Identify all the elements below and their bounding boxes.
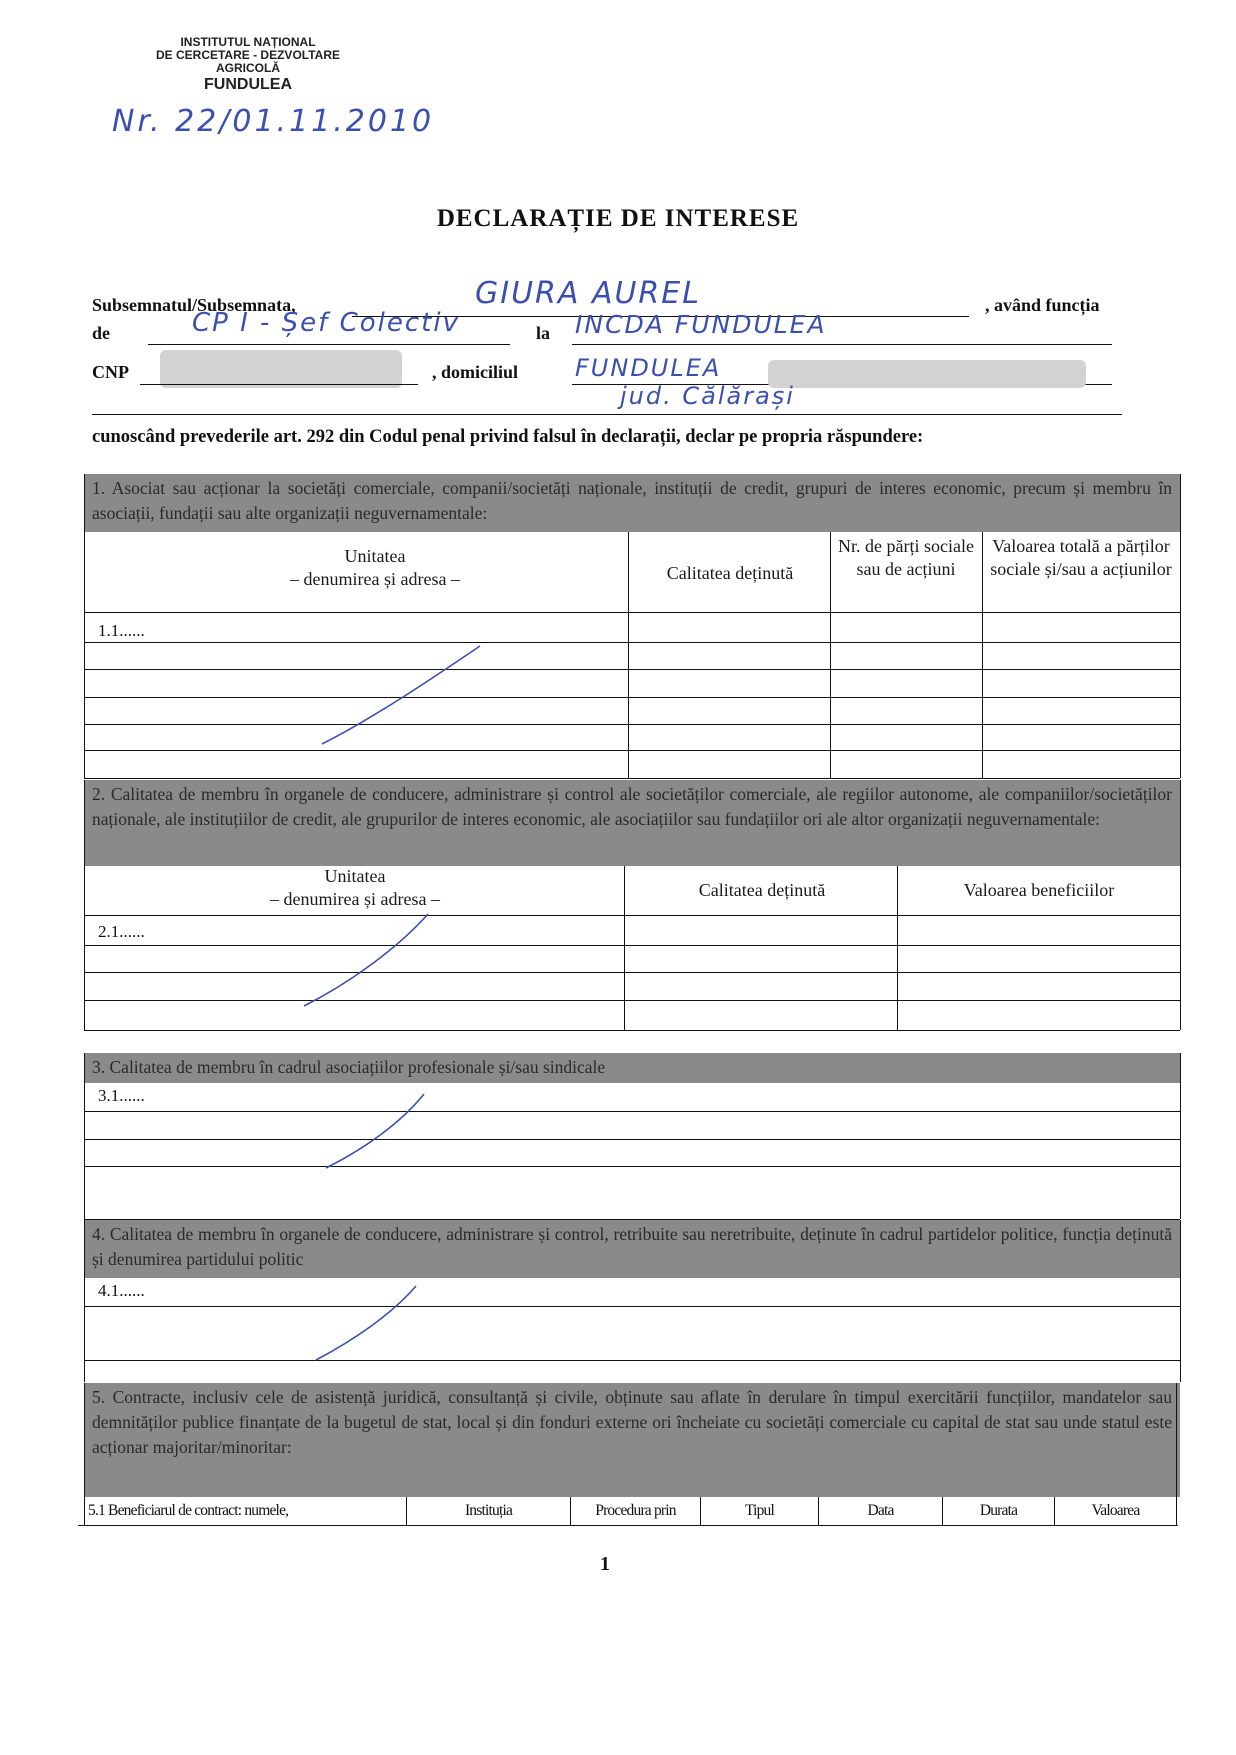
address-value: FUNDULEA [575, 354, 722, 382]
la-label: la [536, 323, 551, 343]
s1-row-line-7 [84, 778, 1180, 779]
s1-row-line-4 [84, 697, 1180, 698]
s1-row-line-6 [84, 750, 1180, 751]
intro-text: cunoscând prevederile art. 292 din Codul penal privind falsul în declarații, declar pe propria răspundere: [92, 427, 924, 447]
s1-row-line-2 [84, 642, 1180, 643]
s2-col-divider-2 [897, 866, 898, 1030]
s2-row-line-2 [84, 945, 1180, 946]
section-4-header: 4. Calitatea de membru în organele de conducere, administrare și control, retribuite sau neretribuite, deținute în cadrul partidelor politice, funcția deținută și denumirea partidului politic [84, 1220, 1180, 1278]
s4-row-line-2 [84, 1360, 1180, 1361]
s1-row-line-5 [84, 724, 1180, 725]
section-3-header: 3. Calitatea de membru în cadrul asociațiilor profesionale și/sau sindicale [84, 1053, 1180, 1083]
s3-row-line-3 [84, 1166, 1180, 1167]
s5-col-institutia: Instituția [406, 1497, 570, 1525]
stamp-line-2: DE CERCETARE - DEZVOLTARE [155, 48, 340, 62]
s1-col-unitatea: Unitatea – denumirea și adresa – [290, 546, 460, 589]
section-5-header: 5. Contracte, inclusiv cele de asistență juridică, consultanță și civile, obținute sau aflate în derulare în timpul exercitării funcțiilor, mandatelor sau demnităților publice finanțate de la bugetul de stat, local și din fonduri externe ori încheiate cu societăți comerciale cu capital de stat sau unde statul este acționar majoritar/minoritar: [84, 1383, 1180, 1497]
s2-row-label: 2.1...... [98, 922, 145, 941]
s5-border-right [1176, 1383, 1177, 1525]
s5-col-procedura: Procedura prin [570, 1497, 700, 1525]
s1-border-right [1180, 474, 1181, 778]
s5-row-line [78, 1525, 1178, 1526]
address-county: jud. Călărași [620, 382, 795, 410]
cnp-line [140, 384, 418, 385]
s4-border-right [1180, 1220, 1181, 1382]
institution-line [572, 344, 1112, 345]
s1-col-valoarea: Valoarea totală a părților sociale și/sau a acțiunilor [990, 536, 1172, 579]
institution-value: INCDA FUNDULEA [575, 310, 827, 339]
s3-row-line-2 [84, 1139, 1180, 1140]
s3-blank-slash [318, 1088, 438, 1172]
function-line [148, 344, 510, 345]
subsemnatul-label: Subsemnatul/Subsemnata, [92, 295, 296, 315]
s1-row-label: 1.1...... [98, 621, 145, 640]
page-number: 1 [600, 1553, 610, 1575]
s5-col-valoarea: Valoarea [1054, 1497, 1176, 1525]
section-2-header: 2. Calitatea de membru în organele de conducere, administrare și control ale societăților comerciale, ale regiilor autonome, ale companiilor/societăților naționale, ale instituțiilor de credit, ale grupurilor de interes economic, ale asociațiilor sau fundațiilor ori ale altor organizații neguvernamentale: [84, 780, 1180, 866]
s1-border-left [84, 474, 85, 778]
s3-row-label: 3.1...... [98, 1086, 145, 1105]
s5-col-tipul: Tipul [700, 1497, 818, 1525]
s1-col-divider-1 [628, 532, 629, 778]
page-title: DECLARAȚIE DE INTERESE [436, 205, 800, 232]
s1-col-nr-parti: Nr. de părți sociale sau de acțiuni [838, 536, 974, 579]
s2-row-line-3 [84, 972, 1180, 973]
s2-row-line-1 [84, 915, 1180, 916]
stamp-line-1: INSTITUTUL NAȚIONAL [180, 35, 316, 49]
s3-border-left [84, 1053, 85, 1219]
s2-col-calitatea: Calitatea deținută [698, 880, 826, 900]
s5-col-beneficiar: 5.1 Beneficiarul de contract: numele, [88, 1502, 289, 1519]
s2-border-left [84, 780, 85, 1030]
address-continuation-line [92, 414, 1122, 415]
s2-row-line-5 [84, 1030, 1180, 1031]
s1-col-divider-3 [982, 532, 983, 778]
stamp-line-3: AGRICOLĂ [216, 61, 280, 75]
s1-col-divider-2 [830, 532, 831, 778]
s2-col-unitatea: Unitatea – denumirea și adresa – [270, 866, 440, 909]
cnp-label: CNP [92, 362, 129, 382]
s4-row-line-1 [84, 1306, 1180, 1307]
name-value: GIURA AUREL [475, 276, 701, 311]
s5-col-durata: Durata [942, 1497, 1054, 1525]
registration-number: Nr. 22/01.11.2010 [112, 104, 435, 139]
s3-border-right [1180, 1053, 1181, 1219]
de-label: de [92, 323, 110, 343]
s1-row-line-1 [84, 612, 1180, 613]
s4-row-label: 4.1...... [98, 1281, 145, 1300]
s4-border-left [84, 1220, 85, 1382]
s2-row-line-4 [84, 1000, 1180, 1001]
s3-row-line-1 [84, 1111, 1180, 1112]
stamp-line-4: FUNDULEA [204, 76, 292, 93]
s1-col-calitatea: Calitatea deținută [666, 563, 794, 583]
avand-functia-label: , având funcția [985, 295, 1100, 315]
s2-blank-slash [296, 910, 446, 1010]
s2-col-valoarea: Valoarea beneficiilor [963, 880, 1115, 900]
cnp-redacted [160, 350, 402, 388]
s2-border-right [1180, 780, 1181, 1030]
institution-stamp [118, 36, 378, 95]
s4-blank-slash [310, 1280, 430, 1364]
s1-blank-slash [310, 640, 490, 750]
domiciliul-label: , domiciliul [432, 362, 519, 382]
s2-col-divider-1 [624, 866, 625, 1030]
s5-col-data: Data [818, 1497, 942, 1525]
section-1-header: 1. Asociat sau acționar la societăți comerciale, companii/societăți naționale, instituții de credit, grupuri de interes economic, precum și membru în asociații, fundații sau alte organizații neguvernamentale: [84, 474, 1180, 532]
address-redacted [768, 360, 1086, 388]
function-value: CP I - Șef Colectiv [192, 308, 460, 338]
s1-row-line-3 [84, 669, 1180, 670]
